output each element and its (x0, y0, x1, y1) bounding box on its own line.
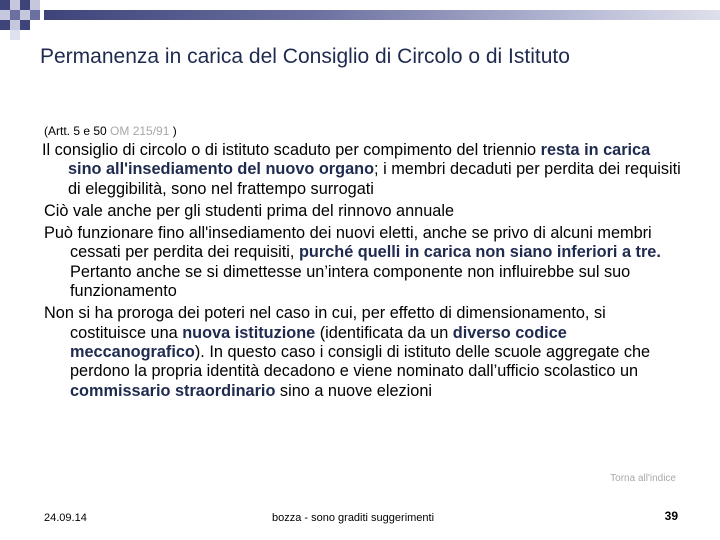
paragraph-text: ; i membri decaduti per perdita dei requisiti di eleggibilità, sono nel frattempo surrogati (68, 160, 681, 198)
paragraph-text: Non si ha proroga dei poteri nel caso in cui, per effetto di dimensionamento, si costituisce una (44, 304, 606, 342)
paragraph-text: (identificata da un (315, 323, 453, 342)
paragraph-text: sino a nuove elezioni (275, 381, 432, 400)
emphasis-text: purché quelli in carica non siano inferiori a tre. (298, 243, 661, 262)
reference-suffix: ) (172, 124, 177, 138)
body-paragraph (44, 224, 684, 301)
paragraph-text: Ciò vale anche per gli studenti prima del rinnovo annuale (44, 201, 454, 220)
emphasis-text: resta in carica sino all'insediamento del nuovo organo (68, 141, 651, 179)
page-number: 39 (664, 509, 678, 523)
emphasis-text: commissario straordinario (70, 381, 276, 400)
reference-prefix: (Artt. 5 e 50 (44, 124, 111, 138)
back-to-index-link[interactable]: Torna all'indice (610, 473, 676, 484)
header-band (44, 10, 720, 20)
paragraph-text: Pertanto anche se si dimettesse un’intera componente non influirebbe sul suo funzionamento (70, 262, 631, 301)
paragraph-text: ). In questo caso i consigli di istituto delle scuole aggregate che perdono la propria identità decadono e viene nominato dall’ufficio scolastico un (70, 342, 651, 381)
paragraph-text: Può funzionare fino all'insediamento dei nuovi eletti, anche se privo di alcuni membri cessati per perdita dei requisiti, (44, 224, 652, 262)
slide-title: Permanenza in carica del Consiglio di Circolo o di Istituto (40, 45, 570, 68)
article-reference (44, 124, 177, 138)
body-paragraph (44, 304, 684, 400)
slide-body (44, 141, 684, 404)
emphasis-text: nuova istituzione (182, 323, 316, 342)
body-paragraph (42, 141, 684, 199)
body-paragraph (44, 202, 684, 221)
footer-date: 24.09.14 (44, 512, 87, 524)
paragraph-text: Il consiglio di circolo o di istituto scaduto per compimento del triennio (42, 141, 541, 159)
emphasis-text: diverso codice meccanografico (70, 323, 567, 361)
footer-note: bozza - sono graditi suggerimenti (272, 512, 435, 524)
decorative-checkerboard (0, 0, 60, 44)
reference-link[interactable]: OM 215/91 (110, 124, 173, 138)
